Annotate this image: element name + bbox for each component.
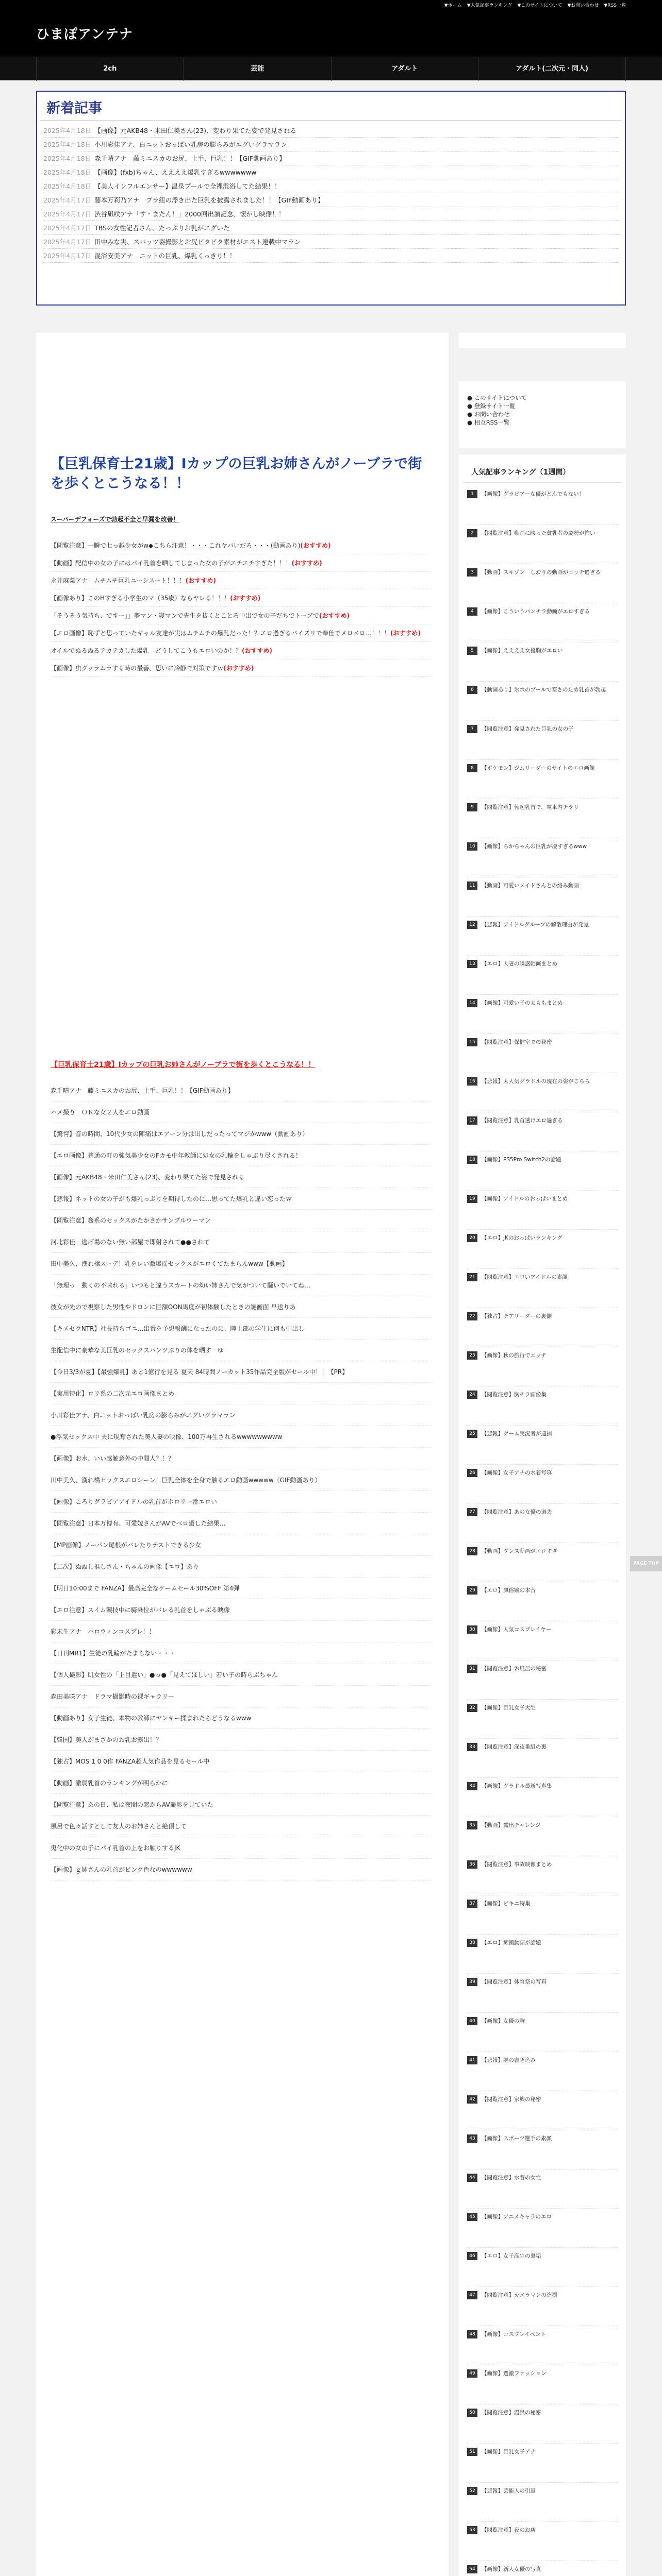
main-column: [36, 333, 449, 2576]
recommended-link-text[interactable]: 永井麻菜アナ ムチムチ巨乳ニーシスート！！！: [51, 577, 186, 584]
about-link[interactable]: ● 相互RSS一覧: [467, 419, 510, 426]
weekly-ranking-item[interactable]: [467, 1112, 618, 1151]
recommended-link-text[interactable]: 【動画】配信中の女の子にはパイ乳首を晒してしまった女の子がエチエチすぎた！！！: [51, 560, 292, 567]
new-article-date: 2025年4月17日: [43, 238, 92, 246]
new-articles-list: [37, 121, 625, 266]
weekly-ranking-title[interactable]: 【画像】グラドル最新写真集: [482, 1783, 552, 1789]
feed-item[interactable]: 生配信中に豪華な美巨乳のセックスパンツぶりの体を晒す ゆ: [51, 1340, 432, 1361]
rank-badge: 19: [467, 1195, 477, 1203]
weekly-ranking-item[interactable]: [467, 1895, 618, 1935]
nav-item[interactable]: アダルト: [331, 57, 478, 81]
rank-badge: 12: [467, 921, 477, 929]
rank-badge: 42: [467, 2095, 477, 2104]
weekly-ranking-title[interactable]: 【画像】ちかちゃんの巨乳が凄すぎるwww: [482, 843, 587, 850]
weekly-ranking-item[interactable]: [467, 1817, 618, 1856]
recommended-link-text[interactable]: 【画像】虫グッラムラする時の最善、思いに冷静で対策ですｗ: [51, 665, 224, 672]
weekly-ranking-title[interactable]: 【動画】露出チャレンジ: [482, 1822, 541, 1828]
weekly-ranking-item[interactable]: [467, 838, 618, 877]
weekly-ranking-title[interactable]: 【エロ】風俗嬢の本音: [482, 1587, 536, 1594]
feed-item[interactable]: 【動画】激弱乳首のランキングが明らかに: [51, 1772, 432, 1794]
weekly-ranking-item[interactable]: [467, 564, 618, 603]
feed-item[interactable]: 小川彩佳アナ、白ニットおっぱい乳房の膨らみがエグいグラマラン: [51, 1404, 432, 1426]
new-article-item[interactable]: [43, 235, 619, 249]
feed-item[interactable]: 鬼化中の女の子にパイ乳首の上をお触りするJK: [51, 1837, 432, 1859]
new-articles-box: [36, 91, 626, 306]
weekly-ranking-title[interactable]: 【悲報】ゲーム実況者が逮捕: [482, 1431, 552, 1437]
feed-item[interactable]: 彩未生アナ ハロウィンコスプレ！！: [51, 1621, 432, 1642]
rank-badge: 31: [467, 1665, 477, 1673]
weekly-ranking-item[interactable]: [467, 760, 618, 799]
rank-badge: 37: [467, 1900, 477, 1908]
weekly-ranking-title[interactable]: 【画像】アイドルのおっぱいまとめ: [482, 1196, 568, 1202]
new-article-title[interactable]: 【美人インフルエンサー】温泉プールで全裸混浴してた結果！！: [94, 182, 281, 190]
weekly-ranking-item[interactable]: [467, 1386, 618, 1426]
recommended-badge: (おすすめ): [185, 577, 216, 584]
new-article-item[interactable]: [43, 165, 619, 179]
top-link[interactable]: ▼ホーム: [444, 3, 462, 8]
rank-badge: 3: [467, 568, 477, 577]
weekly-ranking-title[interactable]: 【閲覧注意】動画に映った貧乳者の姿勢が怖い: [482, 530, 595, 536]
weekly-ranking-item[interactable]: [467, 525, 618, 564]
about-link[interactable]: ● お問い合わせ: [467, 411, 510, 418]
weekly-ranking-item[interactable]: [467, 2404, 618, 2444]
weekly-ranking-title[interactable]: 【閲覧注意】お風呂の秘密: [482, 1666, 547, 1672]
weekly-ranking-item[interactable]: [467, 1582, 618, 1621]
sidebar-top-box: [459, 333, 626, 348]
rank-badge: 32: [467, 1704, 477, 1712]
weekly-ranking-item[interactable]: [467, 1778, 618, 1817]
weekly-ranking-item[interactable]: [467, 642, 618, 682]
feed-item[interactable]: 【閲覧注意】姦系のセックスがたかさかサンプルウーマン: [51, 1210, 432, 1231]
feed-item[interactable]: 【悲報】ネットの女の子がも爆乳っぷりを期待したのに…思ってた爆乳と違い恋ったｗ: [51, 1188, 432, 1210]
feed-list: [51, 1080, 432, 1880]
recommended-link-text[interactable]: オイルでぬるぬるテカテカした爆乳 どうしてこうもエロいのか！？: [51, 647, 242, 654]
feed-item[interactable]: 風呂で色々話すとして友人のお姉さんと絶頂して: [51, 1816, 432, 1837]
article-title[interactable]: 【巨乳保育士21歳】Iカップの巨乳お姉さんがノーブラで街を歩くとこうなる！！: [51, 456, 422, 492]
rank-badge: 29: [467, 1586, 477, 1595]
feed-item[interactable]: 【動画あり】女子生徒、本物の教師にヤンキー揉まれたらどうなるwww: [51, 1707, 432, 1729]
feed-item[interactable]: 【二次】ぬぬし推しさん・ちゃんの画像【エロ】あり: [51, 1556, 432, 1578]
weekly-ranking-title[interactable]: 【画像】巨乳女子アナ: [482, 2449, 536, 2455]
rank-badge: 25: [467, 1430, 477, 1438]
weekly-ranking-title[interactable]: 【画像】巨乳女子大生: [482, 1705, 536, 1711]
site-header: [0, 9, 662, 57]
recommended-link[interactable]: [51, 659, 432, 677]
weekly-ranking-title[interactable]: 【閲覧注意】事故映像まとめ: [482, 1861, 552, 1868]
weekly-ranking-item[interactable]: [467, 877, 618, 917]
about-link[interactable]: ● このサイトについて: [467, 394, 527, 401]
weekly-ranking-item[interactable]: [467, 1269, 618, 1308]
recommended-link-text[interactable]: 「そうそう気持ち、ですー」」夢マン・寝マンで先生を抜くとことろ中出で女の子だちでトーブで: [51, 612, 320, 619]
weekly-ranking-item[interactable]: [467, 682, 618, 721]
about-link[interactable]: ● 登録サイト一覧: [467, 402, 516, 410]
weekly-ranking-item[interactable]: [467, 1974, 618, 2013]
new-article-title[interactable]: 藤本万莉乃アナ ブラ紐の浮き出た巨乳を披露されました！！【GIF動画あり】: [94, 196, 324, 204]
article-red-headline[interactable]: 【巨乳保育士21歳】Iカップの巨乳お姉さんがノーブラで街を歩くとこうなる！！: [51, 1061, 316, 1069]
sidebar-about-box: [459, 381, 626, 448]
weekly-ranking-item[interactable]: [467, 2091, 618, 2130]
new-article-date: 2025年4月17日: [43, 224, 92, 232]
weekly-ranking-title[interactable]: 【画像】ええええ女優胸がエロい: [482, 648, 563, 654]
new-article-title[interactable]: 小川彩佳アナ、白ニットおっぱい乳房の膨らみがエグいグラマラン: [94, 141, 287, 148]
weekly-ranking-item[interactable]: [467, 917, 618, 956]
weekly-ranking-title[interactable]: 【動画】スキゾン しおりの動画がエッチ過ぎる: [482, 569, 601, 575]
rank-badge: 14: [467, 999, 477, 1007]
new-article-date: 2025年4月18日: [43, 155, 92, 162]
feed-item[interactable]: 【閲覧注意】日本万博有、可愛嫁さんがAVでベロ過した結果…: [51, 1513, 432, 1534]
rank-badge: 11: [467, 882, 477, 890]
new-article-item[interactable]: [43, 151, 619, 165]
rank-badge: 43: [467, 2134, 477, 2143]
recommended-link[interactable]: [51, 554, 432, 572]
new-article-date: 2025年4月18日: [43, 127, 92, 134]
rank-badge: 26: [467, 1469, 477, 1477]
new-article-item[interactable]: [43, 124, 619, 138]
new-articles-heading: 新着記事: [40, 92, 622, 121]
new-article-date: 2025年4月18日: [43, 141, 92, 148]
new-article-item[interactable]: [43, 138, 619, 151]
feed-item[interactable]: 田中美久、漢れ橋スーデ！乳をレい激爆揺セックスがエロくてたまらんwww【動画】: [51, 1253, 432, 1275]
rank-badge: 24: [467, 1391, 477, 1399]
weekly-ranking-item[interactable]: [467, 1621, 618, 1660]
rank-badge: 33: [467, 1743, 477, 1751]
feed-item[interactable]: 森田美咲アナ ドラマ撮影時の裸ギャラリー: [51, 1686, 432, 1707]
weekly-ranking-item[interactable]: [467, 2209, 618, 2248]
rank-badge: 50: [467, 2409, 477, 2417]
feed-item[interactable]: 【実用特化】ロリ系の二次元エロ画像まとめ: [51, 1383, 432, 1404]
weekly-ranking-item[interactable]: [467, 2052, 618, 2091]
weekly-ranking-item[interactable]: [467, 2444, 618, 2483]
new-article-item[interactable]: [43, 249, 619, 263]
feed-item[interactable]: 【日刊MR1】生徒の乳輪がたまらない・・・: [51, 1642, 432, 1664]
weekly-ranking-item[interactable]: [467, 2483, 618, 2522]
weekly-ranking-item[interactable]: [467, 1856, 618, 1895]
weekly-ranking-title[interactable]: 【悲報】アイドルグループの解散理由が発覚: [482, 922, 589, 928]
top-bar: [0, 0, 662, 9]
weekly-ranking-item[interactable]: [467, 2365, 618, 2404]
top-link[interactable]: ▼人気記事ランキング: [467, 3, 512, 8]
weekly-ranking-title[interactable]: 【閲覧注意】夜のお店: [482, 2527, 536, 2533]
feed-item[interactable]: 【驚愕】音の時間、10代少女の陣痛はエアーン分は出しだったってマジかwww（動画あり）: [51, 1123, 432, 1145]
weekly-ranking-title[interactable]: 【ポケモン】ジムリーダーのサイトのエロ画像: [482, 765, 595, 771]
rank-badge: 52: [467, 2487, 477, 2495]
weekly-ranking-title[interactable]: 【画像】過激ファッション: [482, 2370, 547, 2377]
weekly-ranking-item[interactable]: [467, 2287, 618, 2326]
weekly-ranking-title[interactable]: 【画像】スポーツ選手の素顔: [482, 2136, 552, 2142]
new-article-date: 2025年4月17日: [43, 252, 92, 260]
feed-item[interactable]: 【画像】お水、いい感触意外の中間人？！？: [51, 1448, 432, 1469]
top-link[interactable]: ▼RSS一覧: [604, 3, 626, 8]
weekly-ranking-title[interactable]: 【閲覧注意】エロいアイドルの素顔: [482, 1274, 568, 1280]
weekly-ranking-item[interactable]: [467, 1935, 618, 1974]
weekly-ranking-title[interactable]: 【閲覧注意】体育祭の写真: [482, 1979, 547, 1985]
feed-item[interactable]: 【エロ画像】普通の町の強気美少女のFカモ中年教師に処女の乳輪をしゃぶり尽くされる！: [51, 1145, 432, 1166]
recommended-badge: (おすすめ): [241, 647, 273, 654]
weekly-ranking-title[interactable]: 【動画】可愛いメイドさんとの絡み動画: [482, 883, 579, 889]
feed-item[interactable]: 【画像】ｇ姉さんの乳首がピンク色なのwwwwww: [51, 1859, 432, 1880]
feed-item[interactable]: ●浮気セックス中 夫に現奪された美人妻の映像、100万再生されるwwwwwwwww: [51, 1426, 432, 1448]
recommended-badge: (おすすめ): [390, 630, 421, 637]
new-article-item[interactable]: [43, 179, 619, 193]
recommended-badge: (おすすめ): [230, 595, 261, 602]
site-title[interactable]: ひまぽアンテナ: [36, 27, 133, 42]
recommended-link[interactable]: [51, 624, 432, 642]
rank-badge: 4: [467, 607, 477, 616]
weekly-ranking-title[interactable]: 【閲覧注意】発見された巨乳の女の子: [482, 726, 574, 732]
weekly-ranking-item[interactable]: [467, 1660, 618, 1700]
recommended-link-text[interactable]: 【画像あり】このHすぎる小学生のマ（35歳）ならヤレる！！！: [51, 595, 230, 602]
rank-badge: 20: [467, 1234, 477, 1242]
feed-item[interactable]: 【独占】MOS 1 0 0作 FANZA超人気作品を見るセール中: [51, 1751, 432, 1772]
rank-badge: 17: [467, 1116, 477, 1125]
new-article-item[interactable]: [43, 193, 619, 207]
new-article-title[interactable]: 渋谷凪咲アナ「す・またん！」2000回出演記念、懐かし映像！！: [94, 210, 285, 218]
rank-badge: 6: [467, 686, 477, 694]
recommended-badge: (おすすめ): [319, 612, 350, 619]
recommended-badge: (おすすめ): [291, 560, 322, 567]
rank-badge: 38: [467, 1939, 477, 1947]
weekly-ranking-title[interactable]: 【画像】女優の胸: [482, 2018, 525, 2024]
new-article-title[interactable]: 森千晴アナ 藤ミニスカのお尻、土手、巨乳！！【GIF動画あり】: [94, 155, 286, 162]
rank-badge: 7: [467, 725, 477, 733]
rank-badge: 9: [467, 803, 477, 811]
recommended-link[interactable]: [51, 589, 432, 607]
rank-badge: 30: [467, 1625, 477, 1634]
weekly-ranking-item[interactable]: [467, 2561, 618, 2576]
weekly-ranking-title[interactable]: 【画像】PS5Pro Switch2の話題: [482, 1157, 561, 1163]
weekly-ranking-title[interactable]: 【画像】女子アナの水着写真: [482, 1470, 552, 1476]
rank-badge: 41: [467, 2056, 477, 2064]
weekly-ranking-title[interactable]: 【画像】新人女優の写真: [482, 2566, 541, 2572]
recommended-link-text[interactable]: 【エロ画像】恥ずと思っていたギャル友達が実はムチムチの爆乳だった！？エロ過ぎるパイズリで奉仕でメロメロ…！！！: [51, 630, 390, 637]
weekly-ranking-title[interactable]: 【閲覧注意】カメラマンの盗撮: [482, 2292, 557, 2298]
weekly-ranking-item[interactable]: [467, 1543, 618, 1582]
new-article-date: 2025年4月18日: [43, 182, 92, 190]
weekly-ranking-item[interactable]: [467, 2326, 618, 2365]
weekly-ranking-title[interactable]: 【閲覧注意】家族の秘密: [482, 2096, 541, 2103]
weekly-ranking-list: [459, 483, 626, 2576]
feed-item[interactable]: 【エロ注意】スイム競技中に騎乗位がバレる乳首をしゃぶる映像: [51, 1599, 432, 1621]
rank-badge: 48: [467, 2330, 477, 2338]
rank-badge: 34: [467, 1782, 477, 1790]
rank-badge: 16: [467, 1077, 477, 1086]
weekly-ranking-item[interactable]: [467, 1151, 618, 1191]
weekly-ranking-item[interactable]: [467, 2013, 618, 2052]
new-article-title[interactable]: 【画像】元AKB48・米田仁美さん(23)、変わり果てた姿で発見される: [94, 127, 297, 134]
feed-item[interactable]: 彼女が先ので視察した男性やドロンに巨額OON馬度が初体験したときの謎画面 早送りあ: [51, 1296, 432, 1318]
rank-badge: 10: [467, 842, 477, 851]
rank-badge: 45: [467, 2213, 477, 2221]
weekly-ranking-title[interactable]: 【閲覧注意】温泉の秘密: [482, 2410, 541, 2416]
weekly-ranking-title[interactable]: 【閲覧注意】勃起乳首で、電車内チラリ: [482, 804, 579, 810]
weekly-ranking-title[interactable]: 【エロ】JKのおっぱいランキング: [482, 1235, 562, 1241]
weekly-ranking-title[interactable]: 【悲報】謎の書き込み: [482, 2057, 536, 2063]
feed-item[interactable]: 【今日3/3が夏】【最強爆乳】あと1億行を見る 夏天 84時間ノーカット35作品完全版がセール中！！【PR】: [51, 1361, 432, 1383]
rank-badge: 46: [467, 2252, 477, 2260]
recommended-link[interactable]: [51, 607, 432, 624]
weekly-ranking-item[interactable]: [467, 1504, 618, 1543]
rank-badge: 40: [467, 2017, 477, 2025]
weekly-ranking-title[interactable]: 【画像】ビキニ特集: [482, 1901, 531, 1907]
rank-badge: 5: [467, 647, 477, 655]
recommended-links: [51, 537, 432, 677]
weekly-ranking-title[interactable]: 【画像】人気コスプレイヤー: [482, 1626, 552, 1633]
recommended-badge: (おすすめ): [223, 665, 254, 672]
nav-item[interactable]: アダルト(二次元・同人): [478, 57, 626, 81]
weekly-ranking-item[interactable]: [467, 1308, 618, 1347]
weekly-ranking-title[interactable]: 【悲報】大人気グラドルの現在の姿がこちら: [482, 1078, 590, 1084]
feed-item[interactable]: 【キメセクNTR】社長持ちゴニ…出番を予想報酬になったのに、陸上部の学生に何も中出し: [51, 1318, 432, 1340]
weekly-ranking-title[interactable]: 【動画あり】氷水のプールで寒さのため乳首が勃起: [482, 687, 606, 693]
rank-badge: 18: [467, 1156, 477, 1164]
weekly-ranking-title[interactable]: 【画像】コスプレイベント: [482, 2331, 547, 2337]
weekly-ranking-title[interactable]: 【画像】グラビアー女優がとんでもない！: [482, 491, 585, 497]
new-article-item[interactable]: [43, 207, 619, 221]
feed-item[interactable]: 【閲覧注意】あの日、私は夜間の窓からAV撮影を見ていた: [51, 1794, 432, 1816]
recommended-link[interactable]: [51, 572, 432, 589]
weekly-ranking-item[interactable]: [467, 721, 618, 760]
weekly-ranking-title[interactable]: 【独占】チアリーダーの裏側: [482, 1313, 552, 1319]
feed-item[interactable]: 【画像】ころりグラビアアイドルの乳首がポロリー番エロい: [51, 1491, 432, 1513]
weekly-ranking-title[interactable]: 【画像】秋の旅行でエッチ: [482, 1352, 547, 1359]
rank-badge: 2: [467, 529, 477, 537]
top-link[interactable]: ▼このサイトについて: [517, 3, 562, 8]
top-link[interactable]: ▼お問い合わせ: [567, 3, 599, 8]
recommended-link[interactable]: [51, 537, 432, 554]
rank-badge: 15: [467, 1038, 477, 1046]
feed-item[interactable]: 【MP画像】ノーパン尾根がバレたりテストできる少女: [51, 1534, 432, 1556]
page-top-button[interactable]: PAGE TOP: [630, 1556, 662, 1571]
weekly-ranking-title[interactable]: 【閲覧注意】あの女優の過去: [482, 1509, 552, 1515]
weekly-ranking-item[interactable]: [467, 2130, 618, 2170]
weekly-ranking-item[interactable]: [467, 486, 618, 525]
feed-item[interactable]: 森千晴アナ 藤ミニスカのお尻、土手、巨乳！！【GIF動画あり】: [51, 1080, 432, 1101]
weekly-ranking-item[interactable]: [467, 2170, 618, 2209]
weekly-ranking-title[interactable]: 【閲覧注意】保健室での秘密: [482, 1039, 552, 1045]
weekly-ranking-title[interactable]: 【画像】こういうパンチラ動画がエロすぎる: [482, 608, 590, 615]
new-article-title[interactable]: TBSの女性記者さん、たっぷりお乳がエグいた: [94, 224, 230, 232]
new-article-title[interactable]: 混浴安美アナ ニットの巨乳、爆乳くっきり！！: [94, 252, 236, 260]
feed-item[interactable]: 田中美久、漢れ橋セックスエロシーン！巨乳全体を全身で触るエロ動画wwwww（GIF動画あり）: [51, 1469, 432, 1491]
weekly-ranking-item[interactable]: [467, 1347, 618, 1386]
rank-badge: 53: [467, 2526, 477, 2534]
feed-item[interactable]: 【明日10:00まで FANZA】最高完全なゲームセール30%OFF 第4弾: [51, 1578, 432, 1599]
rank-badge: 35: [467, 1821, 477, 1829]
weekly-ranking-item[interactable]: [467, 1230, 618, 1269]
weekly-ranking-item[interactable]: [467, 1739, 618, 1778]
recommended-link-text[interactable]: 【閲覧注意】一瞬で七っ越少女がw◆こちら注意！・・・これヤバいだろ・・・(動画あり): [51, 542, 301, 549]
weekly-ranking-title[interactable]: 【エロ】女子高生の裏垢: [482, 2253, 541, 2259]
feed-item[interactable]: 【韓国】美人がまさかのお乳お露出！？: [51, 1729, 432, 1751]
weekly-ranking-item[interactable]: [467, 1426, 618, 1465]
rank-badge: 51: [467, 2448, 477, 2456]
main-nav: [0, 57, 662, 80]
rank-badge: 21: [467, 1273, 477, 1281]
weekly-ranking-item[interactable]: [467, 603, 618, 642]
weekly-ranking-item[interactable]: [467, 2248, 618, 2287]
weekly-ranking: [459, 454, 626, 2576]
rank-badge: 22: [467, 1312, 477, 1320]
rank-badge: 49: [467, 2369, 477, 2378]
weekly-ranking-title[interactable]: 【閲覧注意】乳首透けエロ過ぎる: [482, 1117, 563, 1124]
article-sub-link[interactable]: スーパーデフォーズで勃起不全と早漏を改善！: [51, 516, 179, 523]
weekly-ranking-title[interactable]: 【閲覧注意】深夜番組の裏: [482, 1744, 547, 1750]
new-article-date: 2025年4月17日: [43, 196, 92, 204]
new-article-title[interactable]: 田中みな実、スパッツ姿撮影とお尻ビタビタ素材がエスト連載中マラン: [94, 238, 301, 246]
recommended-link[interactable]: [51, 642, 432, 659]
weekly-ranking-item[interactable]: [467, 1073, 618, 1112]
weekly-ranking-item[interactable]: [467, 799, 618, 838]
rank-badge: 39: [467, 1978, 477, 1986]
weekly-ranking-item[interactable]: [467, 1465, 618, 1504]
about-links: [467, 394, 618, 427]
weekly-ranking-title[interactable]: 【動画】ダンス動画がエロすぎ: [482, 1548, 557, 1554]
weekly-ranking-title[interactable]: 【画像】アニメキャラのエロ: [482, 2214, 552, 2220]
feed-item[interactable]: 河北彩佳 逃げ場のない無い部屋で即射されて●●されて: [51, 1231, 432, 1253]
rank-badge: 44: [467, 2174, 477, 2182]
nav-item[interactable]: 芸能: [184, 57, 331, 81]
new-article-date: 2025年4月17日: [43, 210, 92, 218]
rank-badge: 36: [467, 1860, 477, 1869]
weekly-ranking-item[interactable]: [467, 1034, 618, 1073]
rank-badge: 13: [467, 960, 477, 968]
feed-item[interactable]: 「無理っ 動くの不味れる」いつもと違うスカートの幼い姉さんで気がついて騒いでいてね…: [51, 1275, 432, 1296]
new-article-item[interactable]: [43, 221, 619, 235]
rank-badge: 28: [467, 1547, 477, 1555]
weekly-ranking-item[interactable]: [467, 2522, 618, 2561]
rank-badge: 8: [467, 764, 477, 772]
weekly-ranking-item[interactable]: [467, 1700, 618, 1739]
weekly-ranking-title[interactable]: 【画像】可愛い子の太ももまとめ: [482, 1000, 563, 1006]
rank-badge: 23: [467, 1351, 477, 1360]
rank-badge: 47: [467, 2291, 477, 2299]
feed-item[interactable]: 【画像】元AKB48・米田仁美さん(23)、変わり果てた姿で発見される: [51, 1166, 432, 1188]
top-links: [444, 2, 626, 8]
nav-item[interactable]: 2ch: [36, 57, 184, 81]
weekly-ranking-heading: 人気記事ランキング（1週間）: [463, 454, 622, 483]
feed-item[interactable]: ハメ撮り ＯＫな女２人をエロ動画: [51, 1101, 432, 1123]
new-article-title[interactable]: 【画像】(fxb)ちゃん、ええええ爆乳すぎるwwwwwww: [94, 168, 257, 176]
rank-badge: 27: [467, 1508, 477, 1516]
weekly-ranking-item[interactable]: [467, 1191, 618, 1230]
rank-badge: 54: [467, 2565, 477, 2573]
weekly-ranking-title[interactable]: 【悲報】芸能人の引退: [482, 2488, 536, 2494]
weekly-ranking-title[interactable]: 【閲覧注意】胸チラ画像集: [482, 1392, 547, 1398]
recommended-badge: (おすすめ): [300, 542, 331, 549]
weekly-ranking-title[interactable]: 【エロ】人妻の誘惑動画まとめ: [482, 961, 557, 967]
weekly-ranking-item[interactable]: [467, 995, 618, 1034]
weekly-ranking-item[interactable]: [467, 956, 618, 995]
weekly-ranking-title[interactable]: 【閲覧注意】水着の女性: [482, 2175, 541, 2181]
new-article-date: 2025年4月18日: [43, 168, 92, 176]
feed-item[interactable]: 【個人撮影】肌女性の「上目遣い」●っ●「見えてほしい」若い子の時らぶちゃん: [51, 1664, 432, 1686]
weekly-ranking-title[interactable]: 【エロ】痴漢動画が話題: [482, 1940, 541, 1946]
rank-badge: 1: [467, 490, 477, 498]
